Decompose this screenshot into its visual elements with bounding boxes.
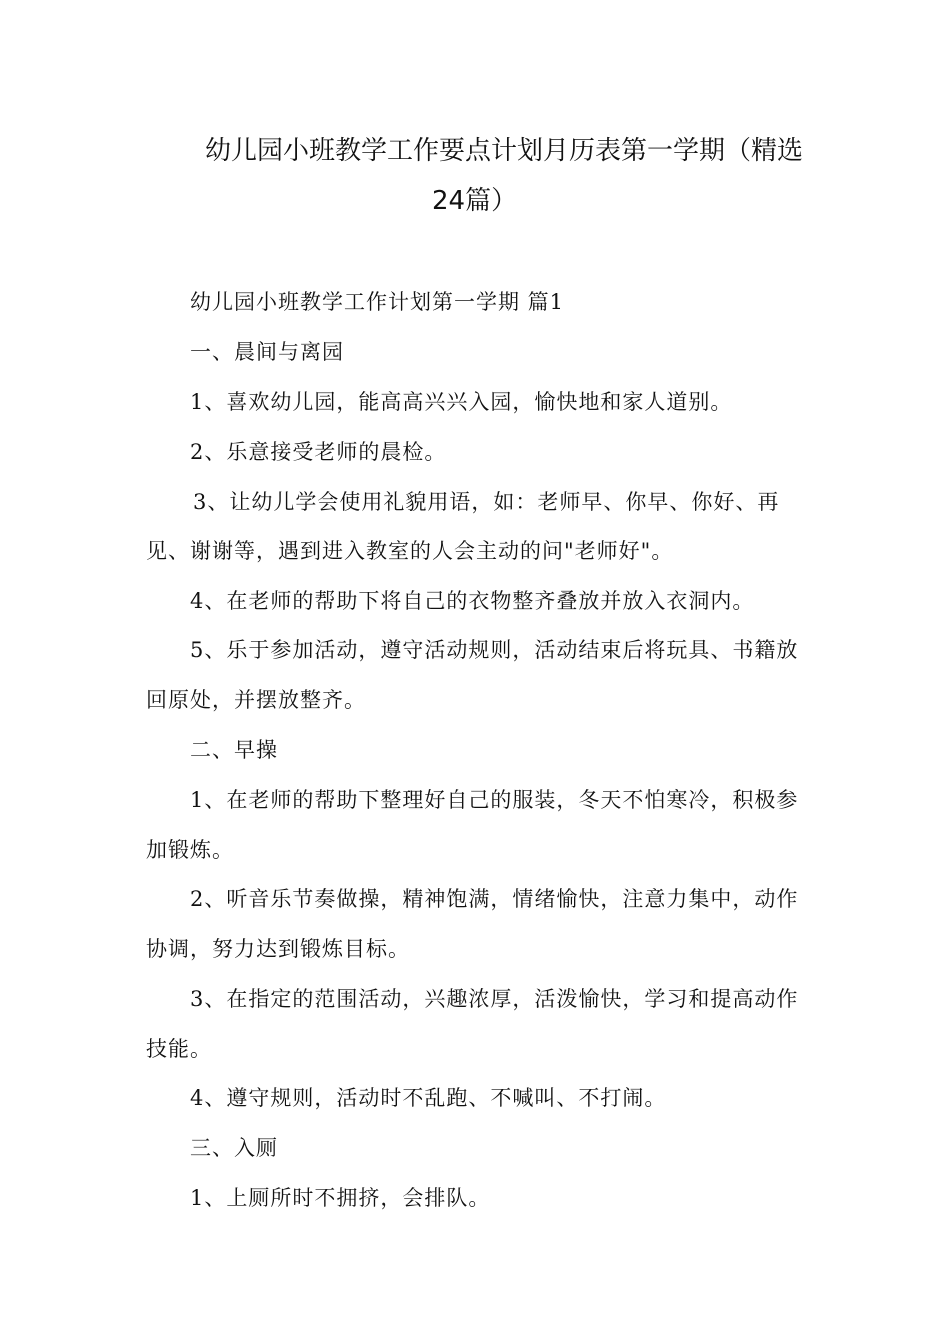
paragraph-line: 加锻炼。 bbox=[146, 838, 234, 862]
paragraph-line: 技能。 bbox=[146, 1037, 212, 1061]
subsection-heading: 一、晨间与离园 bbox=[190, 340, 344, 364]
paragraph-line: 2、乐意接受老师的晨检。 bbox=[190, 440, 447, 464]
paragraph-line: 1、喜欢幼儿园，能高高兴兴入园，愉快地和家人道别。 bbox=[190, 390, 733, 414]
document-title-line-2: 24篇） bbox=[432, 186, 518, 216]
paragraph-line: 协调，努力达到锻炼目标。 bbox=[146, 937, 410, 961]
paragraph-line: 5、乐于参加活动，遵守活动规则，活动结束后将玩具、书籍放 bbox=[190, 638, 799, 662]
document-title-line-1: 幼儿园小班教学工作要点计划月历表第一学期（精选 bbox=[205, 136, 804, 166]
subsection-heading: 二、早操 bbox=[190, 738, 278, 762]
paragraph-line: 3、让幼儿学会使用礼貌用语，如：老师早、你早、你好、再 bbox=[193, 490, 780, 514]
paragraph-line: 3、在指定的范围活动，兴趣浓厚，活泼愉快，学习和提高动作 bbox=[190, 987, 799, 1011]
paragraph-line: 1、上厕所时不拥挤，会排队。 bbox=[190, 1186, 491, 1210]
paragraph-line: 1、在老师的帮助下整理好自己的服装，冬天不怕寒冷，积极参 bbox=[190, 788, 799, 812]
subsection-heading: 三、入厕 bbox=[190, 1136, 278, 1160]
paragraph-line: 见、谢谢等，遇到进入教室的人会主动的问"老师好"。 bbox=[146, 539, 674, 563]
paragraph-line: 回原处，并摆放整齐。 bbox=[146, 688, 366, 712]
paragraph-line: 2、听音乐节奏做操，精神饱满，情绪愉快，注意力集中，动作 bbox=[190, 887, 799, 911]
paragraph-line: 4、在老师的帮助下将自己的衣物整齐叠放并放入衣洞内。 bbox=[190, 589, 755, 613]
paragraph-line: 4、遵守规则，活动时不乱跑、不喊叫、不打闹。 bbox=[190, 1086, 667, 1110]
section-heading: 幼儿园小班教学工作计划第一学期 篇1 bbox=[190, 290, 565, 314]
